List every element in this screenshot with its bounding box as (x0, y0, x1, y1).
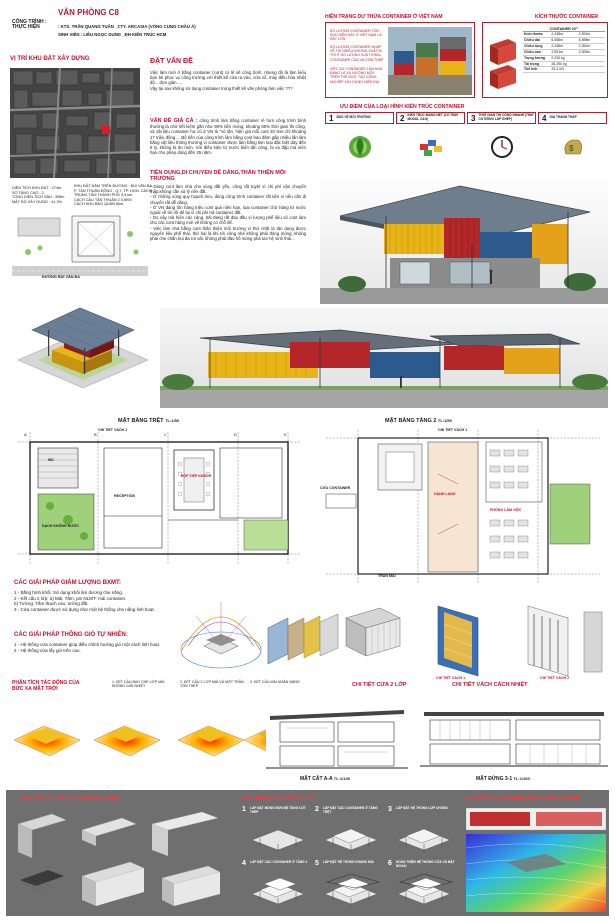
sun-note-2: 2. KẾT CẤU 2 LỚP MÁI VÀ MỘT TRẦN TÔN THÉP (180, 680, 244, 688)
wall-detail-2-label: CHI TIẾT VÁCH 2 (540, 676, 570, 680)
performers: : KTS. TRẦN QUANG TUẤN _CTY. ARCASIA (VÒNG CUNG CHÂU Á) (58, 24, 196, 29)
advantage-item (325, 112, 394, 170)
building-blocks-icon (396, 132, 465, 165)
step-label: LẮP ĐẶT HỆ THỐNG KHUNG MÁI (323, 860, 374, 864)
bottom-band (6, 790, 609, 916)
step-number: 2 (315, 806, 319, 813)
floor2-plan-title-text: MẶT BẰNG TẦNG 2 (385, 418, 437, 424)
wide-render (160, 308, 608, 408)
dimensions-panel (482, 22, 608, 98)
dimensions-cell: Chiều dài (524, 37, 540, 42)
sun-note-3: 3. KẾT CẤU MÁI NGĂN NẮNG (250, 680, 300, 684)
dimensions-cell: 2,591m (551, 49, 564, 54)
site-area-text: DIỆN TÍCH KHU ĐẤT : 274m SỐ TẦNG CAO : 2 TỔNG DIỆN TÍCH SÀN : 398m MẬT ĐỘ XÂY DỰNG : 41.3% (12, 186, 65, 204)
advantage-label: THỜI GIAN THI CÔNG NHANH (TÍNH CƠ ĐỘNG LẮP GHÉP) (478, 113, 534, 121)
site-heading: VỊ TRÍ KHU ĐẤT XÂY DỰNG (10, 56, 90, 62)
detail-1-label-2: CHI TIẾT VÁCH 1 (438, 428, 468, 432)
construction-step (242, 860, 314, 912)
convenience-body: - Dùng cont làm nhà cho vùng đất yếu, cũng rất tuyệt vì chi phí vận chuyển thấp,không cần xử lý nền đất. - Ở những vùng quy hoạch treo, dùng công trình container rất tiện vì nếu cần di chuyển rất dễ dàng. - Ở VN đang tồn hàng triệu cont quá niên hạn, loại container chở hàng từ nước ngoài về tới rồi để lại vì chi phí trả container đắt. - Do vậy mà hiện các cảng, bãi đang rất đau đầu vì lượng phế liệu vô cont làm cho các cont hàng mới về không có chỗ để. - Việc làm nhà bằng cont thân thiện môi trường vì thứ nhất là tận dụng được nguyên liệu phế thải, thứ hai là khi tới công nhà không phải đóng móng, không phải che chắn bụi đa rơi vãi, không phải đào hố móng phá tan hệ sinh thái... (150, 184, 306, 242)
wall-details (408, 600, 608, 680)
money-bag-icon (538, 132, 607, 165)
dimensions-table (523, 27, 605, 73)
step-label: LẮP ĐẶT CÁC CONTAINER Ở TẦNG TRỆT (323, 806, 378, 814)
current-heading: HIỆN TRẠNG DƯ THỪA CONTAINER Ở VIỆT NAM (325, 14, 443, 20)
work-room-label: PHÒNG LÀM VIỆC (490, 508, 522, 512)
section-drawing (266, 702, 408, 778)
step-number: 5 (315, 860, 319, 867)
elevation-scale: TL:1/100 (513, 776, 530, 781)
floor2-plan-scale: TL:1/50 (437, 418, 452, 423)
meeting-label: HỘP TIẾP KHÁCH (180, 474, 212, 478)
dimensions-cell: Tải trọng (524, 61, 539, 66)
svg-text:E: E (284, 432, 287, 437)
ground-floor-plan (8, 424, 310, 574)
construction-step (315, 806, 387, 858)
step-illustration (321, 874, 381, 908)
project-label: CÔNG TRÌNH : (12, 19, 47, 25)
advantage-header (538, 112, 607, 124)
advantage-number: 1 (329, 113, 334, 123)
wall-detail-label: CHI TIẾT VÁCH CÁCH NHIỆT (452, 682, 528, 688)
vasari-heading: MÔ PHỎNG GIÓ BẰNG PHẦN MỀM VASARI (466, 796, 580, 802)
cost-heading: VẤN ĐỀ GIÁ CẢ : (150, 118, 198, 124)
corridor-label: HÀNH LANG (434, 492, 456, 496)
sun-heading: PHÂN TÍCH TÁC ĐỘNG CỦA BỨC XẠ MẶT TRỜI (12, 680, 80, 692)
issue-heading: ĐẶT VẤN ĐỀ (150, 58, 193, 65)
container-structure-heading: CẤU TẠO CƠ BẢN CONTAINER HÀNG (20, 796, 121, 802)
site-location-text: KHU ĐẤT NẰM TRÊN ĐƯỜNG : BÙI VĂN BA, P. TÂN THUẬN ĐÔNG , Q.7, TP. HCM. CÁCH TRUNG TÂM THÀNH PHỐ 3,5 km CÁCH CẦU TÂN THUẬN 2 0,6KM CÁCH KHU BẢO QUẢN 5km (74, 184, 153, 207)
dimensions-cell: 2,591m (578, 32, 591, 36)
header (8, 8, 308, 50)
road-label: ĐƯỜNG BÙI VĂN BA (42, 275, 81, 279)
construction-steps (242, 806, 462, 914)
svg-text:$: $ (568, 144, 573, 153)
elevation-title-text: MẶT ĐỨNG 3-1 (476, 776, 513, 782)
container-label: CỨU CONTAINER (320, 486, 351, 490)
step-illustration (248, 874, 308, 908)
container-yard-photo (388, 27, 472, 95)
advantage-item (396, 112, 465, 170)
current-note-1: SỐ LƯỢNG CONTAINER TỒN KHO HIỆN NAY Ở VIỆT NAM LÀ RẤT LỚN (330, 29, 382, 42)
advantage-header (325, 112, 394, 124)
container-door-render (340, 600, 404, 660)
main-render (320, 172, 608, 304)
ventilation-heading: CÁC GIẢI PHÁP THÔNG GIÓ TỰ NHIÊN: (14, 632, 128, 638)
dimensions-cell: Chiều cao (524, 49, 541, 54)
step-illustration (321, 820, 381, 854)
cost-paragraph (150, 118, 306, 155)
svg-text:B: B (94, 432, 97, 437)
project-name: VĂN PHÒNG C8 (58, 8, 119, 17)
issue-body: Việc làm mới ở bằng container (cont) có lẽ sẽ công bình, nhưng đó là làm kiểu bạn bè phục vụ công trường với thiết kế cứa ra vào, cửa sổ, máy điều hòa nhiệt độ... đơn giản..... Vậy tại sao không sử dụng container trong thiết kế văn phòng làm việc ??? (150, 70, 306, 91)
clock-icon (467, 132, 536, 165)
advantage-number: 3 (471, 113, 476, 123)
site-map (10, 68, 140, 178)
current-panel (325, 22, 475, 98)
dimensions-cell: 6,058m (551, 37, 564, 42)
exploded-wall-diagram (264, 594, 344, 674)
advantage-number: 2 (400, 113, 405, 123)
dimensions-rows (523, 32, 605, 73)
advantage-item (467, 112, 536, 170)
performer-label: THỰC HIỆN (12, 24, 40, 30)
ventilation-body: 1 - Hệ thống cửa container giúp điều chỉnh hướng gió một cách linh hoạt. 2 - Hệ thống cửa lấy gió trên cao. (14, 642, 161, 653)
container-structure-diagram (12, 806, 232, 914)
reception-label: RECEPTION (114, 494, 135, 498)
step-illustration (394, 820, 454, 854)
roof-label: TRẦN MÁI (378, 574, 396, 578)
step-number: 4 (242, 860, 246, 867)
axonometric-render (8, 290, 158, 400)
dimensions-heading: KÍCH THƯỚC CONTAINER (535, 14, 599, 20)
construction-step (242, 806, 314, 858)
dimensions-cell: 2,438m (551, 43, 564, 48)
door-detail-label: CHI TIẾT CỬA 2 LỚP (352, 682, 407, 688)
dimensions-cell: 2,352m (578, 43, 591, 48)
construction-step (388, 806, 460, 858)
step-label: LẮP ĐẶT HỆ THỐNG LỢP CHỐNG (396, 806, 448, 810)
svg-text:C: C (164, 432, 167, 437)
advantage-label: BẢO VỆ MÔI TRƯỜNG (336, 115, 371, 120)
detail-1-label: CHI TIẾT VÁCH 1 (98, 428, 128, 432)
cost-body: công trình làm bằng container rẻ hơn công trình bình thường là nhờ tiết kiệm gần như 90% tiền móng, khoảng 60% thời gian thi công, và vật liệu container hư cũ ở VN là "vô tận, hiện giá mỗi cont 20 feet chỉ khoảng 17 triệu đồng.... Bộ tiền của công trình làm bằng cont bao đảm gấp nhiều lần làm bằng vật liệu thông thường vì container được làm bằng kim loại đặc biệt dày đến 5 ly, không bị ăn mòn. Với điều kiện từ nước biển tấn công, bị va đập mà niên hạn cho phép dùng đến 25 năm. (150, 118, 307, 156)
dimensions-cell (578, 62, 605, 67)
wc-label: WC (48, 458, 54, 462)
sun-path-diagram (176, 594, 266, 676)
advantage-number: 4 (542, 113, 547, 123)
svg-text:A: A (24, 432, 27, 437)
section-title (300, 776, 350, 782)
construction-step (315, 860, 387, 912)
dimensions-cell: Kích thước (524, 32, 543, 36)
dimensions-cell: 2,393m (578, 49, 591, 54)
construction-stages-heading: CÁC GIAI ĐOẠN THI CÔNG (242, 796, 313, 802)
wall-detail-1-label: CHI TIẾT VÁCH 1 (436, 676, 466, 680)
dimensions-table-header: CONTAINER 20'" (523, 27, 605, 32)
step-label: HOÀN THIỆN HỆ THỐNG CỬA VÀ MẶT NGOÀI (396, 860, 455, 868)
site-map-drawing (10, 68, 140, 178)
construction-step (388, 860, 460, 912)
dimensions-cell (578, 67, 605, 72)
elevation-drawing (420, 702, 608, 778)
sun-note-1: 1. KẾT CẤU BAO CHE LỚP MÁI KHÔNG GIẢI NHIỆT (112, 680, 165, 688)
energy-heading: CÁC GIẢI PHÁP GIẢM LƯỢNG BXMT: (14, 580, 121, 586)
student: SINH VIÊN : LIÊU NGỌC DUNG _ĐH KIẾN TRÚC HCM (58, 32, 167, 37)
dimensions-cell: Chiều rộng (524, 43, 543, 48)
current-note-3: VIỆC SỬ CONTAINER LÀM NHÀ ĐANG LÀ XU HƯỚNG MỚI TRÊN THẾ GIỚI, TẠO CÔNG NGHIỆP XÂY DỰNG HIỆN ĐẠI (330, 67, 383, 84)
elevation-title (476, 776, 530, 782)
advantage-label: GIÁ THÀNH THẤP (549, 115, 577, 120)
step-number: 6 (388, 860, 392, 867)
step-illustration (394, 874, 454, 908)
dimensions-cell: 33,2 m3 (551, 67, 564, 72)
section-title-text: MẶT CẮT A-A (300, 776, 333, 782)
advantage-item (538, 112, 607, 170)
ground-plan-scale: TL:1/50 (165, 418, 180, 423)
dimensions-cell: Trọng lượng (524, 55, 545, 60)
dimensions-cell (578, 56, 605, 61)
garden-label: DẠCH KHÔNG NƯỚC (42, 524, 79, 528)
dimensions-cell: Thể tích (524, 67, 538, 72)
step-number: 1 (242, 806, 246, 813)
dimensions-row (523, 67, 605, 73)
ground-plan-title-text: MẶT BẰNG TRỆT (118, 418, 164, 424)
dimensions-cell: 2.230 kg (551, 55, 565, 60)
advantages-heading: ƯU ĐIỂM CỦA LOẠI HÌNH KIẾN TRÚC CONTAINER (340, 104, 465, 110)
step-illustration (248, 820, 308, 854)
sun-analysis-diagrams (8, 700, 308, 778)
leaf-globe-icon (325, 132, 394, 165)
convenience-heading: TIỆN DỤNG,DI CHUYỂN DỄ DÀNG,THÂN THIỆN MÔI TRƯỜNG (150, 170, 286, 183)
step-label: LẮP ĐẶT CÁC CONTAINER Ở TẦNG 2 (250, 860, 308, 864)
step-number: 3 (388, 806, 392, 813)
vasari-wind-simulation (466, 808, 606, 912)
container-sketch (486, 31, 520, 91)
floor2-plan (318, 424, 608, 594)
advantage-header (396, 112, 465, 124)
advantages-row (325, 112, 608, 172)
dimensions-cell: 28.250 kg (551, 61, 567, 66)
advantage-label: KIẾN TRÚC MANG NÉT (CÓ TÍNH MODUL CAO) (407, 113, 458, 121)
energy-body: 1 - Bằng hình khối: Sử dụng khối âm dương che nắng. 2 - Kết cấu 2 lớp: a) Mái: Tấm, pin NLMT- mái container. b) Tường: Tấm thạch cao, tường đất. 3 - Cửa container được sử dụng như một hệ thống che nắng linh hoạt. (14, 590, 155, 612)
dimensions-cell: 2,438m (551, 32, 564, 36)
site-marker (102, 126, 110, 134)
current-note-2: SỐ LƯỢNG CONTAINER NHẬP VỀ THÌ NHIỀU NHƯNG XUẤT ĐI THÌ ÍT DO LƯỢNG XUẤT KHẨU CONTAINER CỦA VN CÒN THẤP (330, 45, 384, 62)
svg-text:D: D (234, 432, 237, 437)
section-scale: TL:1/100 (333, 776, 351, 781)
step-label: LẮP ĐẶT MÓNG ĐƠN BỆ TÔNG CỐT THÉP (250, 806, 306, 814)
dimensions-cell: 5,898m (578, 37, 591, 42)
advantage-header (467, 112, 536, 124)
site-plan (12, 212, 148, 284)
